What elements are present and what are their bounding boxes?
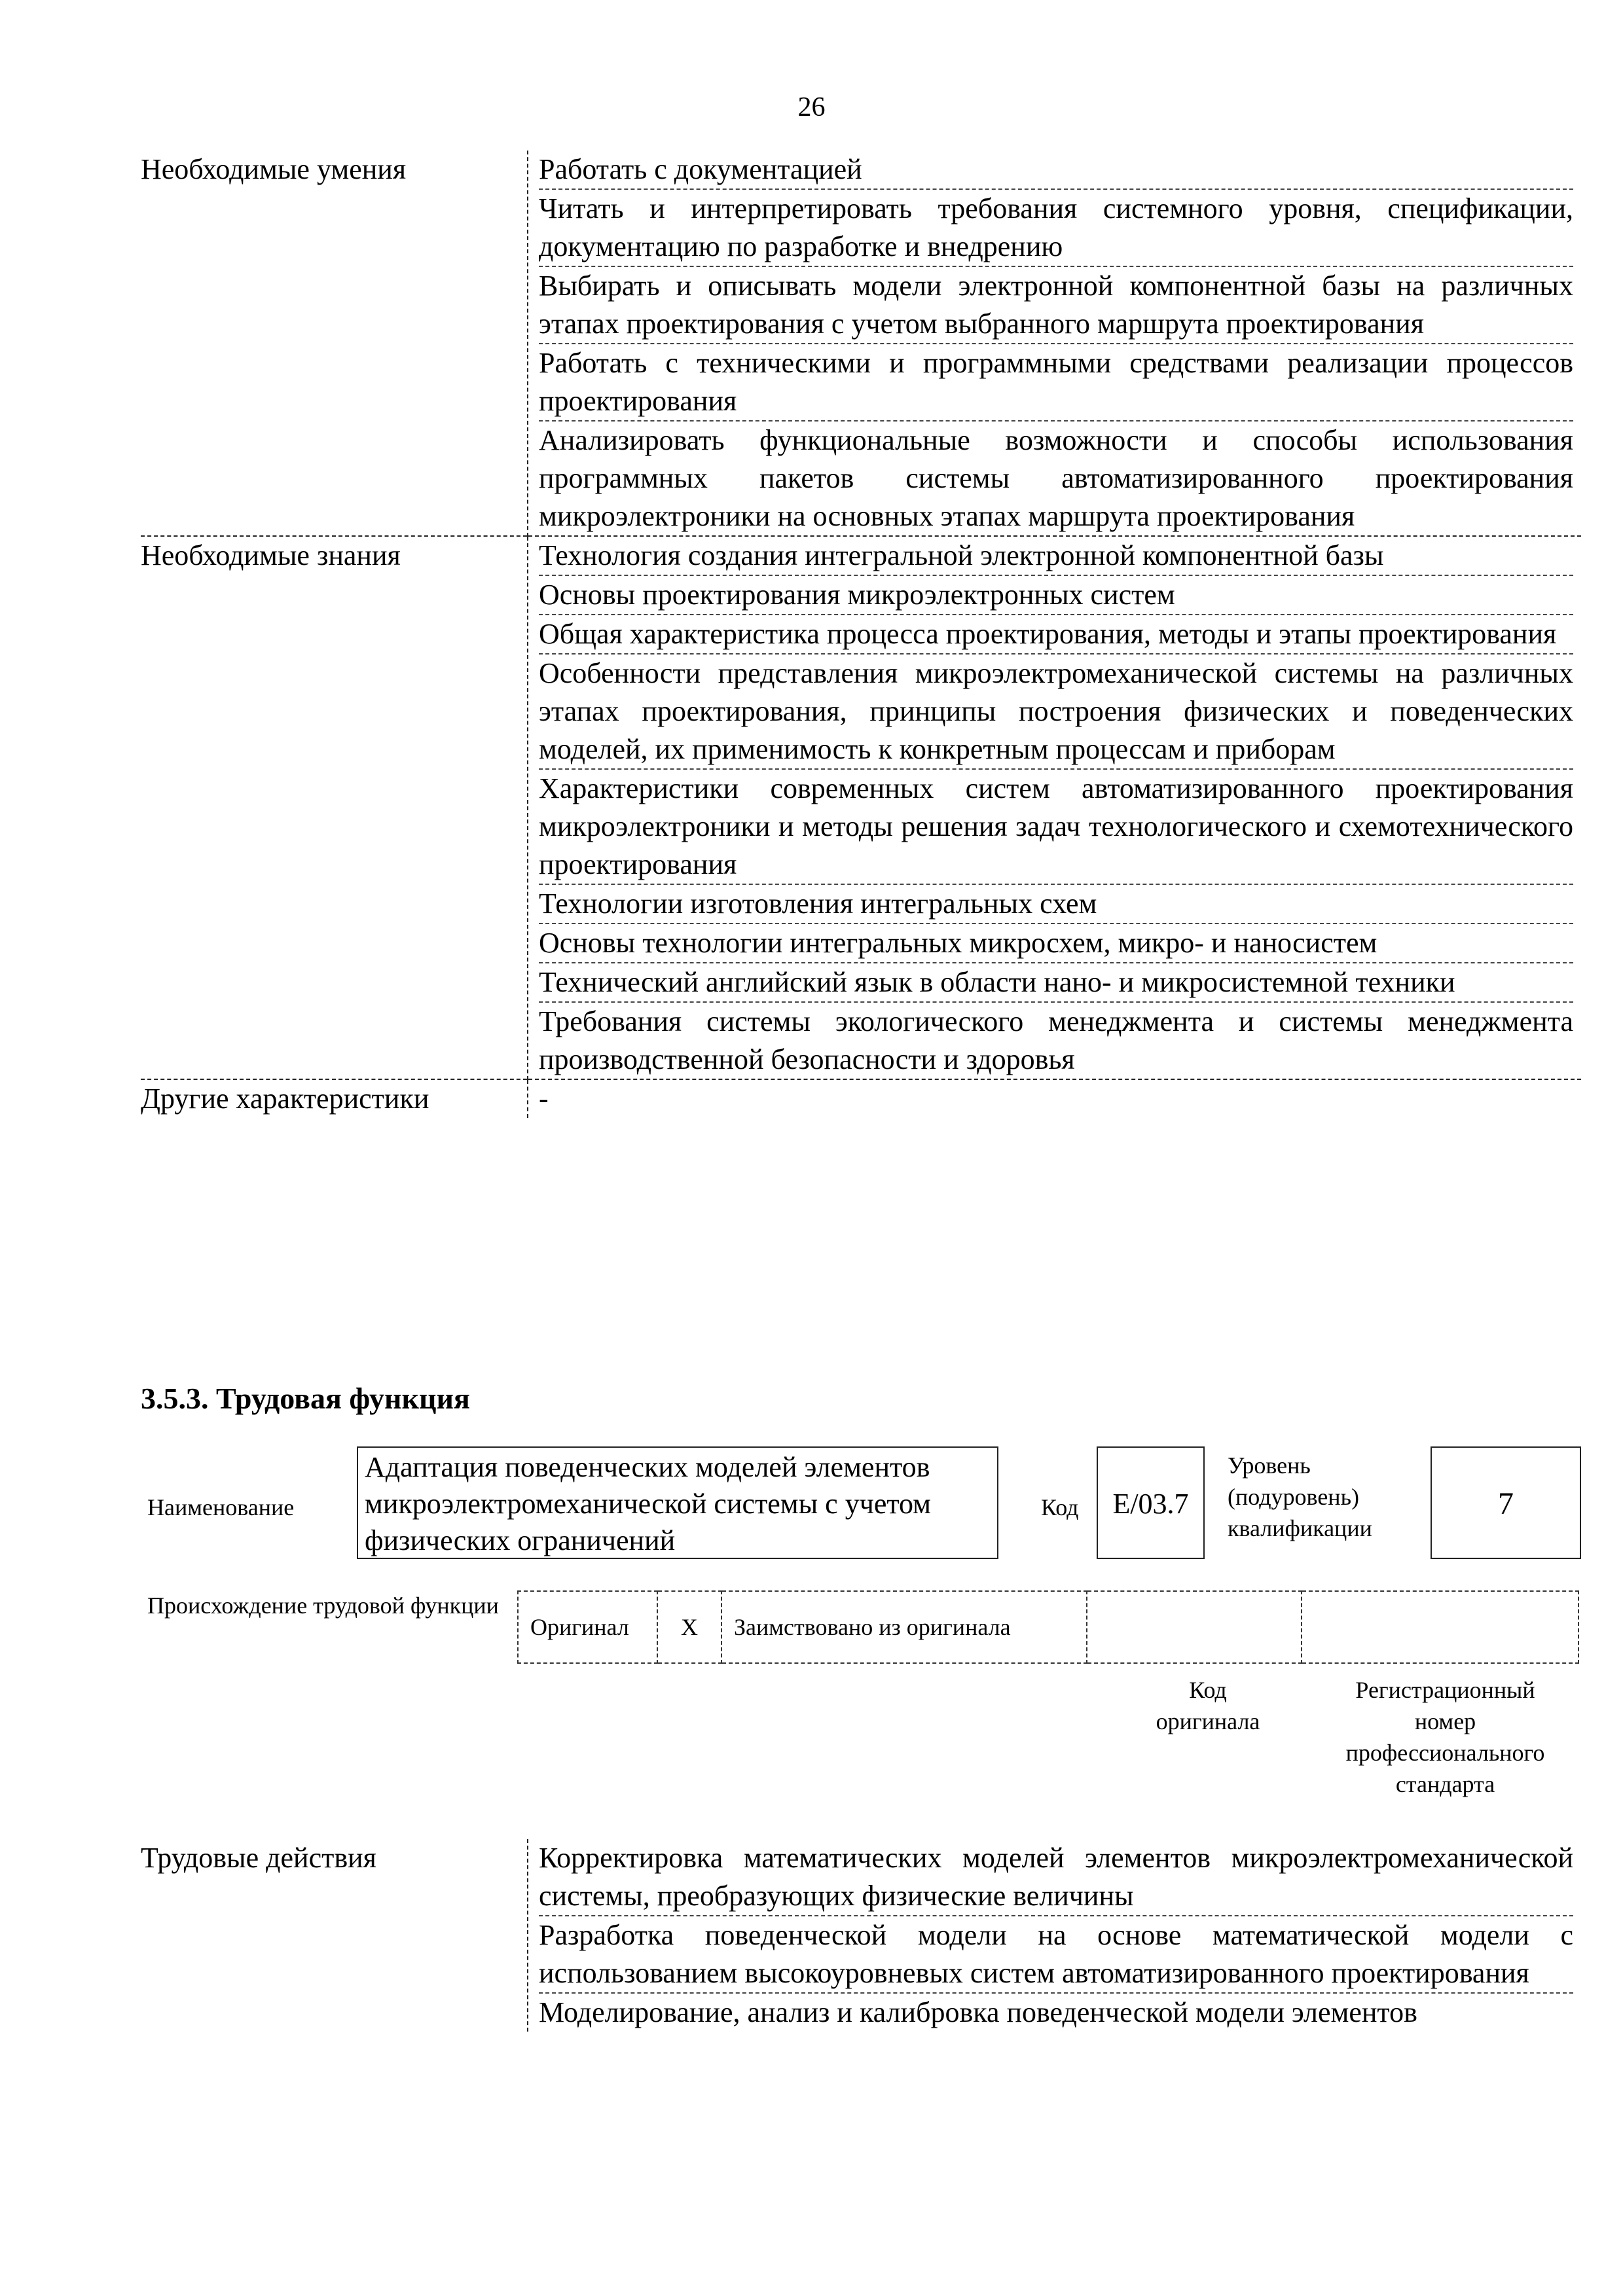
skill-item: Анализировать функциональные возможности и способы использования программных пакетов системы автоматизированного проектирования микроэлектроники на основных этапах маршрута проектирования [539, 424, 1573, 532]
skills-label: Необходимые умения [141, 153, 407, 185]
caption-line: Регистрационный [1355, 1677, 1535, 1703]
origin-reg-cell [1302, 1591, 1578, 1663]
knowledge-item: Технология создания интегральной электронной компонентной базы [539, 537, 1573, 576]
origin-label: Происхождение трудовой функции [147, 1592, 499, 1619]
caption-line: номер [1414, 1708, 1476, 1734]
other-row [141, 1079, 1581, 1118]
section-title: 3.5.3. Трудовая функция [141, 1382, 470, 1415]
knowledge-item: Характеристики современных систем автоматизированного проектирования микроэлектроники и методы решения задач технологического и схемотехнического проектирования [539, 770, 1573, 885]
caption-line: профессионального [1345, 1740, 1545, 1766]
knowledge-row [141, 536, 1581, 1079]
origin-mark: X [657, 1591, 721, 1663]
caption-line: стандарта [1395, 1771, 1495, 1797]
code-label: Код [1041, 1494, 1079, 1520]
action-item: Корректировка математических моделей элементов микроэлектромеханической системы, преобразующих физические величины [539, 1839, 1573, 1916]
skills-row [141, 151, 1581, 536]
skill-item: Работать с документацией [539, 151, 1573, 190]
actions-label: Трудовые действия [141, 1842, 376, 1874]
actions-table [141, 1839, 1581, 2032]
origin-code-caption [1113, 1674, 1303, 1737]
function-name-value: Адаптация поведенческих моделей элементов микроэлектромеханической системы с учетом физических ограничений [357, 1446, 998, 1559]
action-item: Моделирование, анализ и калибровка поведенческой модели элементов [539, 1996, 1417, 2028]
knowledge-item: Технологии изготовления интегральных схем [539, 885, 1573, 924]
function-code-value: E/03.7 [1097, 1446, 1205, 1559]
level-label [1228, 1450, 1372, 1544]
skills-items [528, 151, 1581, 536]
knowledge-item: Технический английский язык в области нано- и микросистемной техники [539, 963, 1573, 1003]
actions-items [528, 1839, 1581, 2032]
requirements-table [141, 151, 1581, 1118]
knowledge-item: Общая характеристика процесса проектирования, методы и этапы проектирования [539, 615, 1573, 655]
skill-item: Работать с техническими и программными средствами реализации процессов проектирования [539, 344, 1573, 422]
level-value: 7 [1431, 1446, 1581, 1559]
knowledge-item: Особенности представления микроэлектромеханической системы на различных этапах проектирования, принципы построения физических и поведенческих моделей, их применимость к конкретным процессам и приборам [539, 655, 1573, 770]
other-value: - [528, 1079, 1581, 1118]
skill-item: Выбирать и описывать модели электронной компонентной базы на различных этапах проектирования с учетом выбранного маршрута проектирования [539, 267, 1573, 344]
level-label-line: Уровень [1228, 1452, 1311, 1479]
other-label: Другие характеристики [141, 1079, 528, 1118]
knowledge-items [528, 536, 1581, 1079]
actions-row [141, 1839, 1581, 2032]
origin-block [141, 1590, 1581, 1800]
knowledge-item: Основы проектирования микроэлектронных систем [539, 576, 1573, 615]
name-label: Наименование [147, 1494, 295, 1520]
caption-line: Код [1189, 1677, 1227, 1703]
level-label-line: (подуровень) [1228, 1484, 1359, 1510]
origin-table [517, 1590, 1579, 1664]
origin-original: Оригинал [518, 1591, 657, 1663]
registration-caption [1319, 1674, 1571, 1800]
action-item: Разработка поведенческой модели на основе математической модели с использованием высокоуровневых систем автоматизированного проектирования [539, 1916, 1573, 1994]
knowledge-label: Необходимые знания [141, 536, 528, 1079]
page-number: 26 [797, 92, 826, 122]
knowledge-item: Основы технологии интегральных микросхем, микро- и наносистем [539, 924, 1573, 963]
function-name-row [141, 1446, 1581, 1564]
origin-code-cell [1087, 1591, 1302, 1663]
origin-borrowed: Заимствовано из оригинала [721, 1591, 1087, 1663]
skill-item: Читать и интерпретировать требования системного уровня, спецификации, документацию по разработке и внедрению [539, 190, 1573, 267]
level-label-line: квалификации [1228, 1515, 1372, 1541]
knowledge-item: Требования системы экологического менеджмента и системы менеджмента производственной безопасности и здоровья [539, 1005, 1573, 1075]
caption-line: оригинала [1156, 1708, 1260, 1734]
